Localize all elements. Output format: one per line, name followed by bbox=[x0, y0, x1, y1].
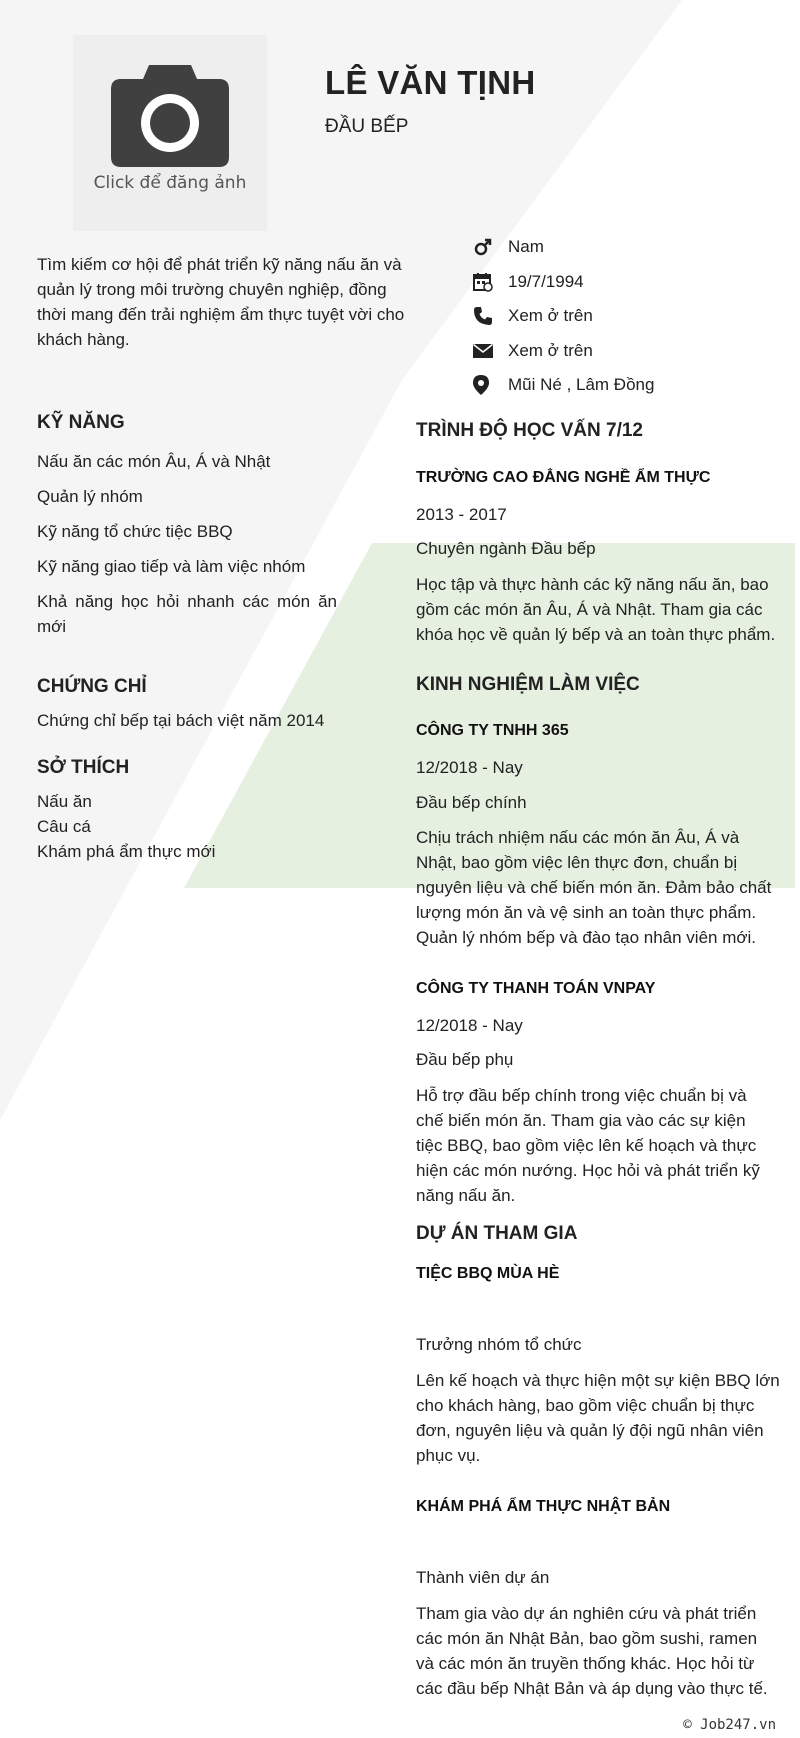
education-school: TRƯỜNG CAO ĐẲNG NGHỀ ẨM THỰC bbox=[416, 469, 711, 486]
job-position: Đầu bếp phụ bbox=[416, 1050, 514, 1069]
skill-item: Quản lý nhóm bbox=[37, 487, 143, 506]
project-description: Lên kế hoạch và thực hiện một sự kiện BBQ lớn cho khách hàng, bao gồm việc chuẩn bị thực đơn, nguyên liệu và quản lý đội ngũ nhân viên phục vụ. bbox=[416, 1371, 780, 1465]
job-period: 12/2018 - Nay bbox=[416, 1016, 523, 1035]
project-role: Trưởng nhóm tổ chức bbox=[416, 1335, 582, 1354]
job-description: Hỗ trợ đầu bếp chính trong việc chuẩn bị và chế biến món ăn. Tham gia vào các sự kiện tiệc BBQ, bao gồm việc lên kế hoạch và thực hiện các món nướng. Học hỏi và phát triển kỹ năng nấu ăn. bbox=[416, 1086, 760, 1205]
projects-heading: DỰ ÁN THAM GIA bbox=[416, 1223, 578, 1244]
birthday-value: 19/7/1994 bbox=[508, 271, 584, 291]
job-position: Đầu bếp chính bbox=[416, 793, 527, 812]
contact-birthday bbox=[473, 265, 773, 300]
photo-upload-caption: Click để đăng ảnh bbox=[93, 173, 247, 193]
certificates-heading: CHỨNG CHỈ bbox=[37, 676, 147, 697]
contact-info bbox=[473, 230, 773, 403]
envelope-icon bbox=[473, 340, 499, 362]
education-description: Học tập và thực hành các kỹ năng nấu ăn, bao gồm các món ăn Âu, Á và Nhật. Tham gia các khóa học về quản lý bếp và an toàn thực phẩm. bbox=[416, 575, 776, 644]
skill-item: Kỹ năng tổ chức tiệc BBQ bbox=[37, 522, 233, 541]
project-name: KHÁM PHÁ ẨM THỰC NHẬT BẢN bbox=[416, 1498, 671, 1515]
hobbies-list bbox=[37, 789, 215, 864]
location-pin-icon bbox=[473, 374, 499, 396]
project-role: Thành viên dự án bbox=[416, 1568, 550, 1587]
education-heading: TRÌNH ĐỘ HỌC VẤN 7/12 bbox=[416, 420, 643, 441]
gender-icon bbox=[473, 236, 499, 258]
job-description: Chịu trách nhiệm nấu các món ăn Âu, Á và Nhật, bao gồm việc lên thực đơn, chuẩn bị nguyên liệu và chế biến món ăn. Đảm bảo chất lượng món ăn và vệ sinh an toàn thực phẩm. Quản lý nhóm bếp và đào tạo nhân viên mới. bbox=[416, 828, 772, 947]
phone-value: Xem ở trên bbox=[508, 306, 593, 326]
skills-heading: KỸ NĂNG bbox=[37, 412, 125, 433]
gender-value: Nam bbox=[508, 237, 544, 257]
education-major: Chuyên ngành Đầu bếp bbox=[416, 539, 596, 558]
contact-phone bbox=[473, 299, 773, 334]
white-right-margin bbox=[795, 0, 800, 1738]
hobby-item: Câu cá bbox=[37, 817, 91, 836]
project-name: TIỆC BBQ MÙA HÈ bbox=[416, 1265, 560, 1282]
hobbies-heading: SỞ THÍCH bbox=[37, 757, 130, 778]
contact-gender bbox=[473, 230, 773, 265]
job-company: CÔNG TY TNHH 365 bbox=[416, 722, 569, 739]
skill-item: Khả năng học hỏi nhanh các món ăn mới bbox=[37, 592, 337, 636]
skill-item: Kỹ năng giao tiếp và làm việc nhóm bbox=[37, 557, 306, 576]
hobby-item: Khám phá ẩm thực mới bbox=[37, 842, 216, 861]
education-period: 2013 - 2017 bbox=[416, 505, 507, 524]
skill-item: Nấu ăn các món Âu, Á và Nhật bbox=[37, 452, 271, 471]
calendar-icon bbox=[473, 271, 499, 293]
phone-icon bbox=[473, 305, 499, 327]
hobby-item: Nấu ăn bbox=[37, 792, 92, 811]
email-value: Xem ở trên bbox=[508, 340, 593, 360]
career-objective: Tìm kiếm cơ hội để phát triển kỹ năng nấu ăn và quản lý trong môi trường chuyên nghiệp, đồng thời mang đến trải nghiệm ẩm thực tuyệt vời cho khách hàng. bbox=[37, 255, 405, 349]
footer-copyright: © Job247.vn bbox=[683, 1717, 776, 1733]
candidate-name: LÊ VĂN TỊNH bbox=[325, 64, 536, 101]
job-period: 12/2018 - Nay bbox=[416, 758, 523, 777]
certificate-item: Chứng chỉ bếp tại bách việt năm 2014 bbox=[37, 711, 325, 730]
project-description: Tham gia vào dự án nghiên cứu và phát triển các món ăn Nhật Bản, bao gồm sushi, ramen và các món ăn truyền thống khác. Học hỏi từ các đầu bếp Nhật Bản và áp dụng vào thực tế. bbox=[416, 1604, 768, 1698]
job-company: CÔNG TY THANH TOÁN VNPAY bbox=[416, 980, 656, 997]
candidate-role: ĐẦU BẾP bbox=[325, 116, 409, 137]
experience-heading: KINH NGHIỆM LÀM VIỆC bbox=[416, 674, 640, 695]
skills-list bbox=[37, 449, 337, 649]
address-value: Mũi Né , Lâm Đồng bbox=[508, 375, 655, 395]
camera-icon bbox=[111, 65, 229, 167]
contact-email bbox=[473, 334, 773, 369]
contact-address bbox=[473, 368, 773, 403]
photo-upload-placeholder[interactable] bbox=[73, 35, 267, 231]
